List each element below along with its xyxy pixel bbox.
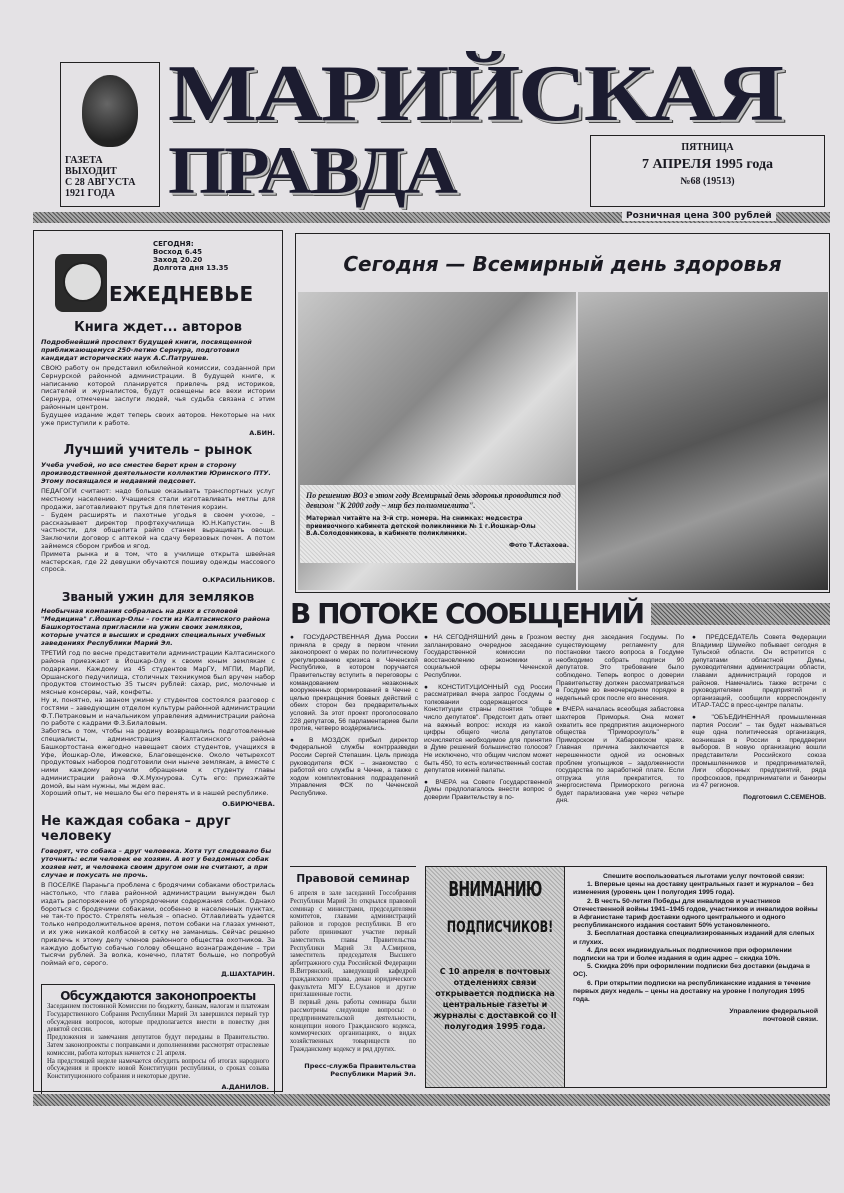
news-column-1 [290,634,418,801]
news-column-3 [556,634,684,809]
news-item: ● ВЧЕРА на Совете Государственной Думы предполагалось внести вопрос о доверии Правительству в по- [424,778,552,801]
article-lead: Говорят, что собака – друг человека. Хотя тут следовало бы уточнить: если человек ее хозяин. А вот у бездомных собак хозяев нет, и человека своим другом они не считают, а при случае и покусать не прочь. [41,847,272,880]
article-lead: Подробнейший проспект будущей книги, посвященной приближающемуся 250-летию Сернура, подготовил кандидат исторических наук А.С.Патрушев. [41,338,252,362]
article-bills [41,984,275,1102]
newspaper-title-1: МАРИЙСКАЯ [168,50,782,138]
article-title: Обсуждаются законопроекты [60,989,256,1004]
article-lead: Учеба учебой, но все сместее берет крен в сторону производственной деятельности коллектив Юринского ПТУ. Этому посвящался и недавний педсовет. [41,461,271,486]
daily-header [41,236,275,316]
subscription-title-2: ПОДПИСЧИКОВ! [446,917,554,936]
article-body: Заседанием постоянной Комиссии по бюджету, банкам, налогам и платежам Государственного Собрания Республики Марий Эл завершился первый тур обсуждения вопросов, которые предполагается внести в повестку дня девятой сессии. [47,1003,269,1034]
seminar-title: Правовой семинар [296,873,410,885]
perks-intro: Спешите воспользоваться льготами услуг почтовой связи: [603,873,805,880]
newspaper-title-2: ПРАВДА [168,132,456,208]
article-body: Хороший опыт, не мешало бы его перенять и в нашей республике. [41,789,269,798]
sunset: Заход 20.20 [153,256,203,264]
photo-caption [300,485,575,563]
article-body: Будущее издание ждет теперь своих авторов. Некоторые на них уже приступили к работе. [41,410,275,427]
perk-item: 6. При открытии подписки на республиканские издания в течение первых двух недель – цены на доставку на уровне I полугодия 1995 года. [573,979,811,1004]
seminar-body: 6 апреля в зале заседаний Госсобрания Республики Марий Эл открылся правовой семинар с министрами, председателями комитетов, главами администраций районов и городов республики. В его работе принимают участие первый заместитель главы Правительства Республики Марий Эл А.Смирнов, заместитель председателя Высшего арбитражного суда Российской Федерации В.Витрянский, заведующий кафедрой гражданского права, декан юридического факультета МГУ Е.Суханов и другие приглашенные гости. [290,890,416,999]
article-body: – Будем расширять и пахотные угодья в своем учхозе, – рассказывает директор профтехучилища Ю.Н.Капустин. – В частности, для общепита райпо станем выращивать овощи. Заключили договор с аптекой на сдачу березовых почек. А потом займемся сбором грибов и ягод. [41,510,275,550]
perks-author: Управление федеральной почтовой связи. [729,1008,818,1024]
news-item: ● ГОСУДАРСТВЕННАЯ Дума России приняла в среду в первом чтении законопроект о мерах по политическому урегулированию кризиса в Чеченской Республике, в котором поручается Правительству вступить в переговоры с командованием незаконных вооруженных формирований в Чечне с целью прекращения боевых действий с обеих сторон без предварительных условий. За этот проект проголосовало 228 депутатов, 56 парламентариев были против, четверо воздержались. [290,634,418,733]
today-label: СЕГОДНЯ: [153,240,194,248]
article-dinner [41,590,275,808]
article-body: Предложения и замечания депутатов будут переданы в Правительство. Затем законопроекты с поправками и дополнениями рассмотрят отраслевые комиссии, работа которых начнется с 21 апреля. [47,1034,269,1057]
seminar-author: Пресс-служба Правительства Республики Марий Эл. [304,1061,416,1078]
article-book [41,320,275,437]
photo-credit: Фото Т.Астахова. [509,541,569,549]
clock-icon [55,254,107,312]
since-1: С 28 АВГУСТА [65,177,136,188]
news-author: Подготовил С.СЕМЕНОВ. [743,793,826,801]
news-item: ● "ОБЪЕДИНЕННАЯ промышленная партия России" – так будет называться еще одна политическая организация, возникшая в России в преддверии выборов. В новую организацию вошли представители Российского союза промышленников и предпринимателей, Лиги оборонных предприятий, ряда профсоюзов, предприниматели и банкиры из 47 регионов. [692,713,826,790]
daily-title: ЕЖЕДНЕВЬЕ [109,282,254,306]
perk-item: 1. Впервые цены на доставку центральных газет и журналов – без изменения (уровень цен I полугодия 1995 года). [573,881,814,897]
article-title: Званый ужин для земляков [61,590,255,605]
caption-headline: По решению ВОЗ в этом году Всемирный день здоровья проводится под девизом "К 2000 году – мир без полиомиелита". [306,491,561,510]
news-item: вестку дня заседания Госдумы. По существующему регламенту для постановки такого вопроса в Госдуме необходимо собрать подписи 90 депутатов. Это требование было соблюдено. Теперь вопрос о доверии Правительству должен рассматриваться в Госдуме во внеочередном порядке в недельный срок после его внесения. [556,634,684,702]
article-title: Лучший учитель – рынок [63,443,253,459]
perk-item: 4. Для всех индивидуальных подписчиков при оформлении подписки на три и более издания в один адрес – скидка 10%. [573,946,792,963]
news-column-4 [692,634,826,805]
news-item: ● НА СЕГОДНЯШНИЙ день в Грозном запланировано очередное заседание Государственной комиссии по восстановлению экономики и социальной сферы Чеченской Республики. [424,634,552,679]
article-body: ПЕДАГОГИ считают: надо больше оказывать транспортных услуг местному населению. Учащиеся стали изготавливать метлы для продажи, заготавливают прутья для плетения корзин. [41,487,275,511]
seminar-body: В первый день работы семинара были рассмотрены следующие вопросы: о предпринимательской деятельности, концепции нового Гражданского кодекса, коммерческих организациях, о видах хозяйственных товариществ по Гражданскому кодексу и ряд других. [290,999,416,1053]
article-body: СВОЮ работу он представил юбилейной комиссии, созданной при Сернурской районной администрации. В будущей книге, к написанию которой планируется привлечь ряд историков, писателей и журналистов, будут освещены все вехи истории Сернура, отмечены заслуги людей, чья судьба связана с этим районным центром. [41,364,275,411]
news-item: ● КОНСТИТУЦИОННЫЙ суд России рассматривал вчера запрос Госдумы о толковании содержащегося в Конституции страны понятия "общее число депутатов". Предстоит дать ответ на важный вопрос: исходя из какой цифры общего числа депутатов исчисляется необходимое для принятия в Думе решений большинство голосов? Не исключено, что общим числом может быть 450, то есть количественный состав депутатов нижней палаты. [424,683,552,775]
article-body: На предстоящей неделе намечается обсудить вопросы об итогах народного обсуждения и проекте новой Конституции республики, о сроках созыва Конституционного собрания и некоторые другие. [47,1057,269,1081]
subscription-text: С 10 апреля в почтовых отделениях связи открывается подписка на центральные газеты и журналы с доставкой со II полугодия 1995 года. [433,967,557,1031]
weekday: ПЯТНИЦА [681,142,734,153]
article-author: О.БИРЮЧЕВА. [222,800,275,809]
article-title: Не каждая собака – друг человеку [41,814,231,845]
subscription-box [425,866,565,1088]
article-author: О.КРАСИЛЬНИКОВ. [202,576,275,585]
article-body: Ну и, понятно, на званом ужине у студентов состоялся разговор с гостями – заведующим отделом культуры районной администрации Ф.Т.Петраковым и начальником управления администрации района по работе с кадрами Ф.З.Билаловым. [41,695,275,728]
news-item: ● ВЧЕРА началась всеобщая забастовка шахтеров Приморья. Она может охватить все предприятия акционерного общества "Приморскуголь" в Приморском и Хабаровском краях. Главная причина заключается в нерешенности одной из основных проблем угольщиков – задолженности государства по заработной плате. Если отгрузка угля прекратится, то энергосистема Приморского региона будет парализована уже через четыре дня. [556,706,684,805]
day-length: Долгота дня 13.35 [153,264,229,272]
bottom-rule [33,1094,830,1106]
date-box [590,135,825,207]
article-body: Заботясь о том, чтобы на родину возвращались подготовленные специалисты, администрация Калтасинского района Башкортостана ежегодно навещает своих студентов, учащихся в Уфе, Йошкар-Оле, Ижевске, Благовещенске. Около четырехсот продуктовых наборов подготовили они нынче землякам, а вместе с ними каждому вручили обращение к студенту главы администрации района Ф.Х.Мухнурова. Суть его: приезжайте домой, вы нам нужны, мы ждем вас. [41,727,275,790]
health-day-banner: Сегодня — Всемирный день здоровья [343,252,782,276]
perk-item: 5. Скидка 20% при оформлении подписки без доставки (выдача в ОС). [573,963,810,979]
news-title-rule [651,603,830,625]
sunrise: Восход 6.45 [153,248,202,256]
article-author: А.БИН. [249,429,275,438]
article-body: Примета рынка и в том, что в училище открыта швейная мастерская, где 22 девушки обучаются пошиву одежды массового спроса. [41,549,275,574]
since-0: ГАЗЕТА ВЫХОДИТ [65,155,117,177]
article-title: Книга ждет... авторов [74,320,242,335]
order-seal-icon [82,75,138,147]
issue-date: 7 АПРЕЛЯ 1995 года [641,157,774,172]
article-lead: Необычная компания собралась на днях в столовой "Медицина" г.Йошкар-Олы – гости из Калтасинского района Башкортостана пригласили на ужин своих земляков, которые учатся в высших и средних специальных учебных заведениях Республики Марий Эл. [41,607,270,648]
news-item: ● ПРЕДСЕДАТЕЛЬ Совета Федерации Владимир Шумейко побывает сегодня в Тульской области. Он встретится с депутатами областной Думы, руководителями администрации области, главами администраций городов и районов. Намечались также встречи с руководителями предприятий и организаций, сообщили корреспонденту ИТАР-ТАСС в пресс-центре палаты. [692,634,826,710]
news-section-header [290,596,830,632]
since-2: 1921 ГОДА [65,188,115,199]
subscription-perks [565,866,827,1088]
article-body: В ПОСЕЛКЕ Параньга проблема с бродячими собаками обострилась настолько, что глава районной администрации вынужден был издать распоряжение об упорядочении содержания собак. Однако бороться с бродячими собаками, особенно в населенных пунктах, не так-то просто. Стрелять нельзя – опасно. Отлавливать удается только непродолжительное время, потом собаки на глазах умнеют, и их уже никакой колбасой в сетку не заманишь. Сейчас решено привлечь к этому делу членов районного общества охотников. За каждую добытую собачью голову обещано вознаграждение – три тысячи рублей. За волка, конечно, платят больше, но попробуй поймай его, серого. [41,881,275,968]
subscription-title-1: ВНИМАНИЮ [448,877,542,901]
perk-item: 2. В честь 50-летия Победы для инвалидов и участников Отечественной войны 1941–1945 годов, участников и инвалидов войны в Афганистане тариф доставки одного центрального и одного республиканского издания составит 50% установленного. [573,897,818,930]
caption-note: Материал читайте на 3-й стр. номера. На снимках: медсестра прививочного кабинета детской поликлиники № 1 г.Йошкар-Олы В.А.Солодовникова, в кабинете поликлиники. [306,515,536,537]
perk-item: 3. Бесплатная доставка специализированных изданий для слепых и глухих. [573,930,815,946]
masthead-logo [60,62,160,207]
news-item: ● В МОЗДОК прибыл директор Федеральной службы контрразведки России Сергей Степашин. Цель приезда руководителя ФСК – знакомство с работой его службы в Чечне, а также с ходом комплектования подразделений Управления ФСК по Чеченской Республике. [290,736,418,797]
news-column-2 [424,634,552,805]
article-body: ТРЕТИЙ год по весне представители администрации Калтасинского района приезжают в Йошкар-Олу к своим юным землякам с подарками. Каждому из 45 студентов МарГУ, МГПИ, МарПИ, Оршанского педучилища, столичных техникумов был вручен набор продуктов стоимостью 35 тысяч рублей: сахар, рис, молочные и мясные консервы, чай, конфеты. [41,649,275,697]
article-author: Д.ШАХТАРИН. [221,970,275,979]
article-author: А.ДАНИЛОВ. [221,1083,269,1092]
issue-number: №68 (19513) [680,176,735,187]
news-section-title: В ПОТОКЕ СООБЩЕНИЙ [290,597,644,630]
article-dogs [41,814,275,978]
seminar-article [290,866,416,1092]
photo-mother-child [578,292,828,590]
left-column [33,230,283,1092]
article-teacher [41,443,275,584]
price: Розничная цена 300 рублей [622,211,776,221]
